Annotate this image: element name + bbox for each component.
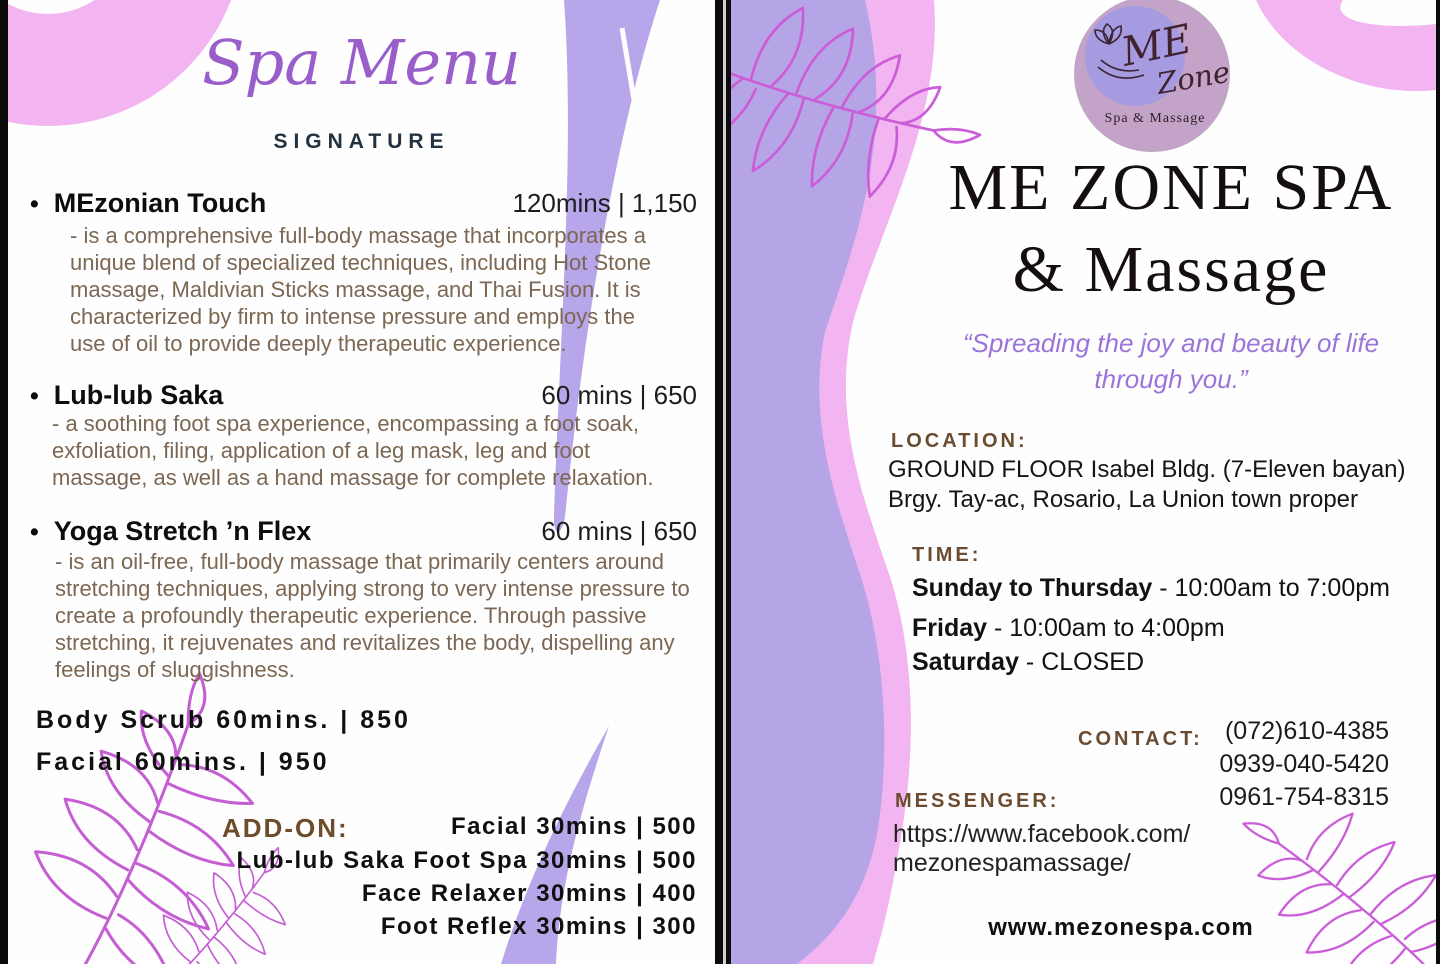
hours-line xyxy=(912,574,1390,603)
logo xyxy=(1067,0,1237,162)
hours-days: Sunday to Thursday xyxy=(912,574,1153,602)
description-line: feelings of sluggishness. xyxy=(55,657,295,682)
hours-value: - 10:00am to 4:00pm xyxy=(987,614,1225,642)
messenger-url-line1: https://www.facebook.com/ xyxy=(893,820,1191,848)
description-line: exfoliation, filing, application of a leg mask, leg and foot xyxy=(52,438,591,463)
tagline-line2: through you.” xyxy=(1094,364,1248,394)
addon-item: Foot Reflex 30mins | 300 xyxy=(380,913,697,940)
menu-item xyxy=(30,380,697,411)
description-line: - is an oil-free, full-body massage that primarily centers around xyxy=(55,549,664,574)
item-price: 60 mins | 650 xyxy=(541,516,697,546)
item-name: • Lub-lub Saka xyxy=(30,380,223,411)
description-line: use of oil to provide deeply therapeutic experience. xyxy=(70,331,567,356)
description-line: stretching techniques, applying strong to very intense pressure to xyxy=(55,576,690,601)
page-title-script: Spa Menu xyxy=(202,26,521,99)
description-line: characterized by firm to intense pressure and employs the xyxy=(70,304,635,329)
business-title-line1: ME ZONE SPA xyxy=(948,151,1394,224)
extra-service-line: Body Scrub 60mins. | 850 xyxy=(36,706,411,734)
phone-number: (072)610-4385 xyxy=(1224,717,1389,745)
time-label: TIME: xyxy=(912,544,982,566)
location-line2: Brgy. Tay-ac, Rosario, La Union town proper xyxy=(888,486,1359,513)
hours-line xyxy=(912,614,1225,643)
item-description xyxy=(70,222,651,357)
location-line1: GROUND FLOOR Isabel Bldg. (7-Eleven bayan) xyxy=(888,456,1406,483)
business-title-line2: & Massage xyxy=(1012,233,1330,306)
item-description xyxy=(55,548,690,683)
description-line: - a soothing foot spa experience, encompassing a foot soak, xyxy=(52,411,640,436)
hours-value: - CLOSED xyxy=(1018,648,1145,676)
description-line: create a profoundly therapeutic experience. Through passive xyxy=(55,603,647,628)
menu-page-left xyxy=(8,0,715,964)
purple-blob-shape xyxy=(731,0,884,964)
messenger-label: MESSENGER: xyxy=(895,790,1060,812)
website-url: www.mezonespa.com xyxy=(988,914,1254,941)
addon-item: Face Relaxer 30mins | 400 xyxy=(361,880,697,907)
phone-number: 0961-754-8315 xyxy=(1219,783,1389,811)
location-label: LOCATION: xyxy=(891,430,1028,452)
item-name: • MEzonian Touch xyxy=(30,188,266,219)
description-line: massage, as well as a hand massage for complete relaxation. xyxy=(52,465,654,490)
description-line: - is a comprehensive full-body massage that incorporates a xyxy=(70,223,646,248)
logo-me-text: ME xyxy=(1117,16,1196,76)
logo-zone-text: Zone xyxy=(1154,54,1233,101)
item-name: • Yoga Stretch ’n Flex xyxy=(30,516,311,547)
menu-item xyxy=(30,516,697,547)
phone-number: 0939-040-5420 xyxy=(1219,750,1389,778)
item-description xyxy=(52,410,654,491)
description-line: massage, Maldivian Sticks massage, and Thai Fusion. It is xyxy=(70,277,641,302)
fern-leaf-icon xyxy=(8,652,332,964)
pink-swoosh-shape xyxy=(1256,0,1436,91)
contact-label: CONTACT: xyxy=(1078,728,1203,750)
menu-item xyxy=(30,188,697,219)
item-price: 60 mins | 650 xyxy=(541,380,697,410)
section-heading: SIGNATURE xyxy=(273,130,450,153)
tagline-line1: “Spreading the joy and beauty of life xyxy=(962,328,1380,358)
hours-value: - 10:00am to 7:00pm xyxy=(1152,574,1390,602)
extra-service-line: Facial 60mins. | 950 xyxy=(36,748,330,776)
addon-label: ADD-ON: xyxy=(222,813,349,843)
logo-subtitle: Spa & Massage xyxy=(1104,111,1206,126)
page-fold-divider xyxy=(723,0,726,964)
item-price: 120mins | 1,150 xyxy=(512,188,697,218)
hours-line xyxy=(912,648,1144,677)
addon-item: Lub-lub Saka Foot Spa 30mins | 500 xyxy=(236,847,697,874)
hours-days: Friday xyxy=(912,614,988,642)
description-line: unique blend of specialized techniques, including Hot Stone xyxy=(70,250,651,275)
messenger-url-line2: mezonespamassage/ xyxy=(893,849,1131,877)
description-line: stretching, it rejuvenates and revitalizes the body, dispelling any xyxy=(55,630,675,655)
addon-item: Facial 30mins | 500 xyxy=(450,813,697,840)
hours-days: Saturday xyxy=(912,648,1019,676)
menu-page-right xyxy=(731,0,1436,964)
